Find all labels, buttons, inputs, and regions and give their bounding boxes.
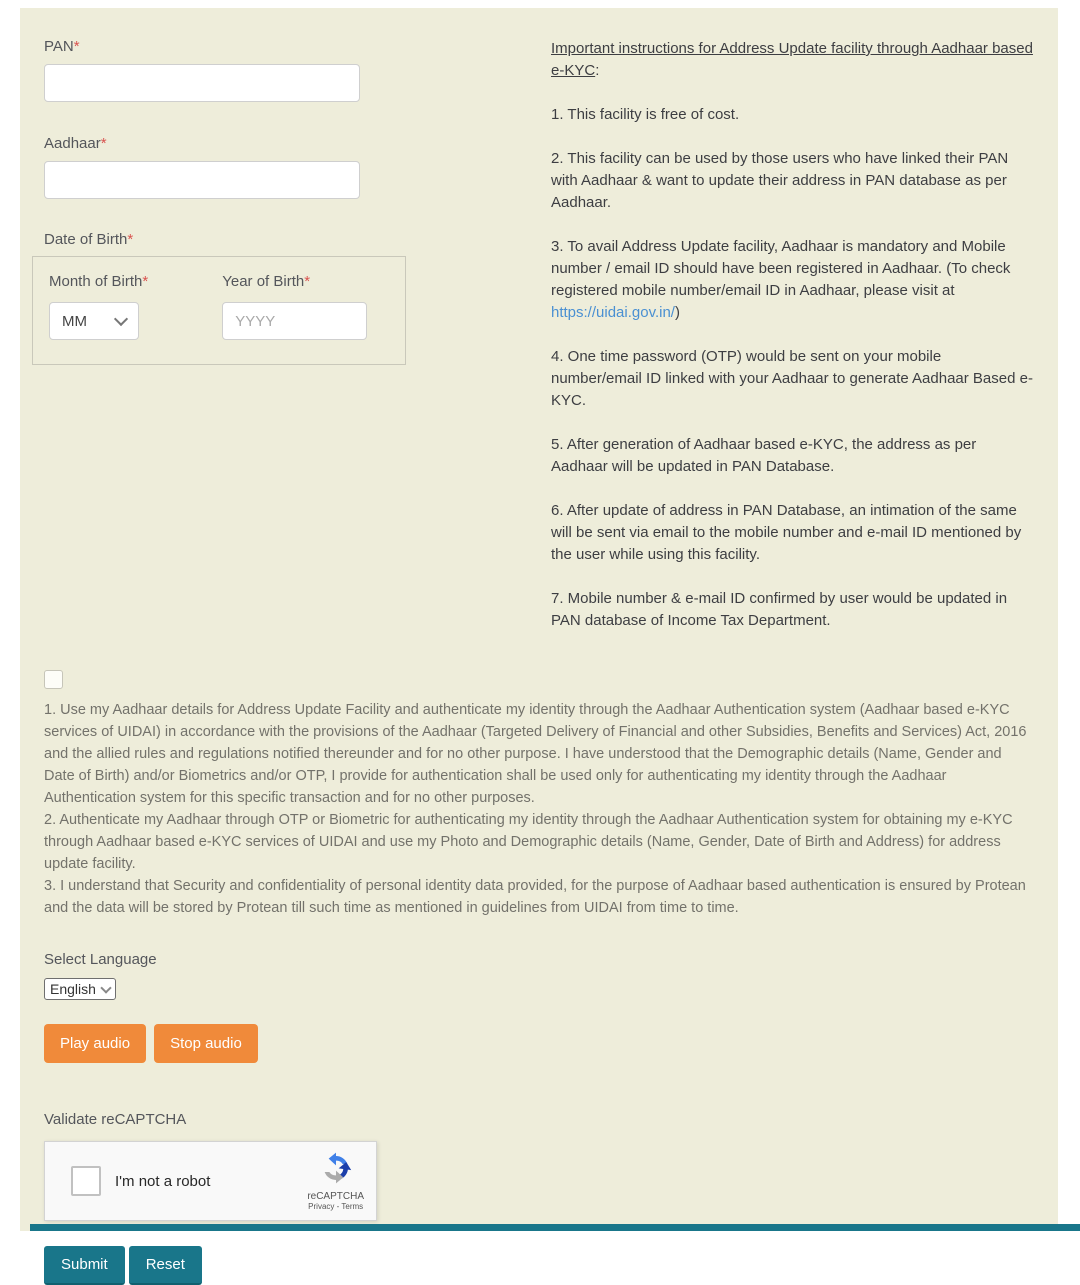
chevron-down-icon (100, 982, 111, 993)
recaptcha-brand-block (307, 1152, 364, 1211)
chevron-down-icon (114, 312, 128, 326)
aadhaar-label-text: Aadhaar (44, 135, 101, 152)
year-label (222, 273, 367, 290)
instruction-item: 5. After generation of Aadhaar based e-KYC, the address as per Aadhaar will be updated in PAN Database. (551, 436, 977, 475)
consent-text-block (44, 699, 1034, 919)
recaptcha-checkbox-label: I'm not a robot (115, 1172, 211, 1190)
instruction-item: 7. Mobile number & e-mail ID confirmed by user would be updated in PAN database of Income Tax Department. (551, 590, 1008, 629)
dob-label-text: Date of Birth (44, 231, 128, 248)
instructions-heading-colon: : (595, 62, 600, 79)
play-audio-button[interactable]: Play audio (44, 1024, 146, 1063)
instructions-column (551, 38, 1034, 654)
uidai-link[interactable]: https://uidai.gov.in/ (551, 304, 675, 321)
footer-bar (30, 1224, 1080, 1231)
month-select[interactable] (49, 302, 139, 340)
form-panel (20, 8, 1058, 1273)
month-required-marker: * (142, 273, 149, 290)
instruction-item: 4. One time password (OTP) would be sent on your mobile number/email ID linked with your Aadhaar to generate Aadhaar Based e-KYC. (551, 348, 1033, 409)
instruction-item: 1. This facility is free of cost. (551, 106, 740, 123)
consent-item: 3. I understand that Security and confidentiality of personal identity data provided, for the purpose of Aadhaar based authentication is ensured by Protean and the data will be stored by Protean till such time as mentioned in guidelines from UIDAI from time to time. (44, 878, 1026, 916)
recaptcha-privacy-terms[interactable]: Privacy - Terms (308, 1201, 364, 1211)
year-label-text: Year of Birth (222, 273, 305, 290)
instruction-item-text: 3. To avail Address Update facility, Aadhaar is mandatory and Mobile number / email ID should have been registered in Aadhaar. (To check registered mobile number/email ID in Aadhaar, please visit at (551, 238, 1011, 299)
aadhaar-label (44, 135, 551, 152)
recaptcha-logo-icon (320, 1152, 352, 1184)
dob-label (44, 231, 551, 248)
dob-fieldset (32, 256, 406, 365)
aadhaar-required-marker: * (100, 135, 107, 152)
consent-checkbox[interactable] (44, 670, 63, 689)
aadhaar-input[interactable] (44, 161, 360, 199)
recaptcha-checkbox[interactable] (71, 1166, 101, 1196)
submit-button[interactable]: Submit (44, 1246, 125, 1285)
reset-button[interactable]: Reset (129, 1246, 202, 1285)
month-of-birth-group (49, 273, 148, 340)
consent-item: 2. Authenticate my Aadhaar through OTP or Biometric for authenticating my identity through the Aadhaar Authentication system for obtaining my e-KYC through Aadhaar based e-KYC services of UIDAI and use my Photo and Demographic details (Name, Gender, Date of Birth and Address) for address update facility. (44, 812, 1013, 872)
recaptcha-brand-name: reCAPTCHA (307, 1190, 364, 1202)
language-select-value: English (50, 981, 96, 997)
stop-audio-button[interactable]: Stop audio (154, 1024, 258, 1063)
pan-required-marker: * (73, 38, 80, 55)
pan-input[interactable] (44, 64, 360, 102)
instruction-item: 2. This facility can be used by those users who have linked their PAN with Aadhaar & want to update their address in PAN database as per Aadhaar. (551, 150, 1009, 211)
month-label-text: Month of Birth (49, 273, 143, 290)
year-of-birth-group (222, 273, 367, 340)
form-fields-column (44, 38, 551, 365)
month-label (49, 273, 148, 290)
instructions-heading (551, 38, 1034, 82)
instructions-heading-text: Important instructions for Address Update facility through Aadhaar based e-KYC (551, 40, 1033, 79)
instruction-item (551, 236, 1034, 324)
pan-label (44, 38, 551, 55)
select-language-label: Select Language (44, 951, 157, 968)
month-select-value: MM (62, 312, 87, 330)
instruction-item: 6. After update of address in PAN Database, an intimation of the same will be sent via email to the mobile number and e-mail ID mentioned by the user while using this facility. (551, 502, 1022, 563)
pan-label-text: PAN (44, 38, 74, 55)
year-required-marker: * (304, 273, 311, 290)
validate-recaptcha-label: Validate reCAPTCHA (44, 1111, 187, 1128)
year-input[interactable] (222, 302, 367, 340)
consent-item: 1. Use my Aadhaar details for Address Update Facility and authenticate my identity through the Aadhaar Authentication system (Aadhaar based e-KYC services of UIDAI) in accordance with the provisions of the Aadhaar (Targeted Delivery of Financial and other Subsidies, Benefits and Services) Act, 2016 and the allied rules and regulations notified thereunder and for no other purpose. I have understood that the Demographic details (Name, Gender and Date of Birth) and/or Biometrics and/or OTP, I provide for authentication shall be used only for authenticating my identity through the Aadhaar Authentication system for this specific transaction and for no other purposes. (44, 702, 1027, 806)
instruction-item-suffix: ) (674, 304, 680, 321)
language-select[interactable] (44, 978, 116, 1000)
recaptcha-widget (44, 1141, 377, 1221)
dob-required-marker: * (127, 231, 134, 248)
